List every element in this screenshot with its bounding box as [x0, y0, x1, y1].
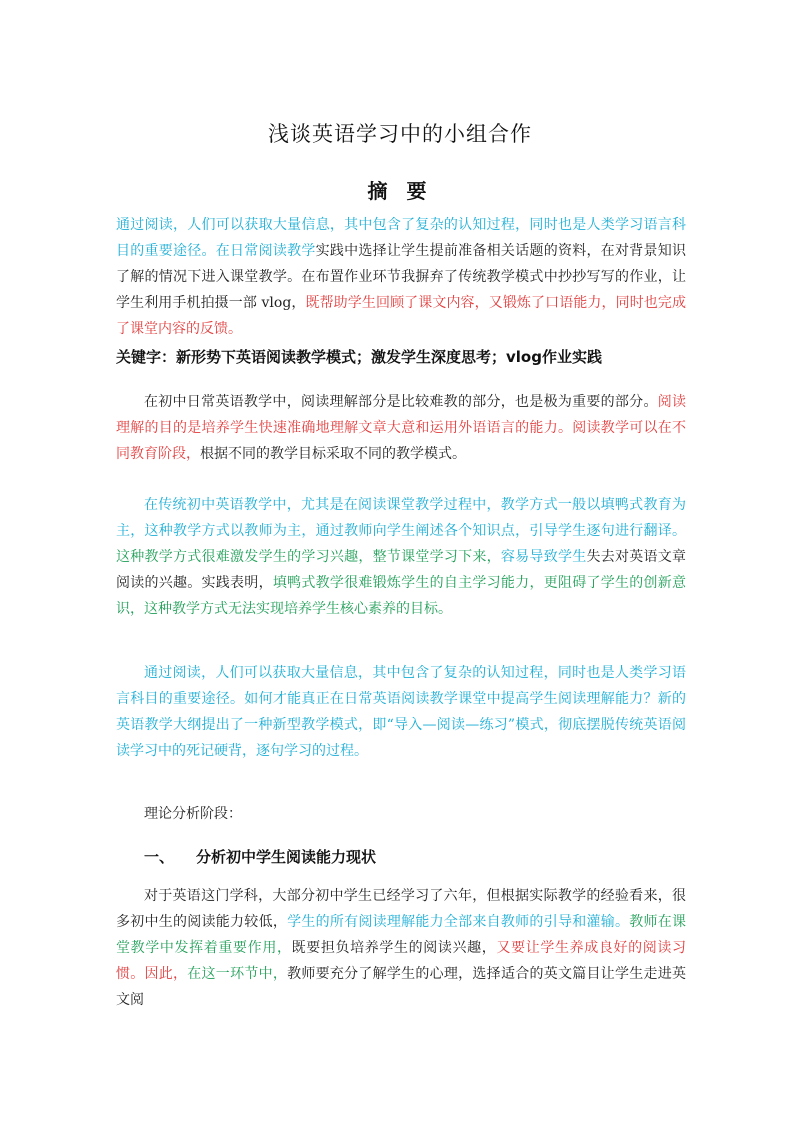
text-run: 又要让学生养成良好的阅读习惯。因此，	[116, 940, 687, 982]
section-heading-1	[144, 846, 376, 867]
text-run: 实践中选择让学生提前准备相关话题的资料，在对背景知识了解的情况下进入课堂教学。在布置作业环节我摒弃了传统教学模式中抄抄写写的作业，让学生利用手机拍摄一部 vlog，	[116, 243, 687, 311]
paragraph-5	[116, 883, 686, 1013]
text-run: 填鸭式教学很难锻炼学生的自主学习能力，更阻碍了学生的创新意识，这种教学方式无法实现培养学生核心素养的目标。	[116, 575, 687, 617]
text-run: 教师要充分了解学生的心理，选择适合的英文篇目让学生走进英文阅	[116, 966, 687, 1008]
text-run: 既要担负培养学生的阅读兴趣，	[291, 940, 497, 956]
section-title: 分析初中学生阅读能力现状	[196, 848, 377, 866]
text-run: 教师在课堂教学中发挥着重要作用，	[116, 914, 687, 956]
paragraph-3	[116, 660, 686, 764]
text-run: 既帮助学生回顾了课文内容，又锻炼了口语能力，同时也完成了课堂内容的反馈。	[116, 295, 686, 337]
text-run: 对于英语这门学科，大部分初中学生已经学习了六年，但根据实际教学的经验看来，很多初中生的阅读能力较低，	[116, 888, 686, 930]
text-run: 学生的所有阅读理解能力全部来自教师的引导和灌输。	[287, 914, 630, 930]
paragraph-4: 理论分析阶段：	[144, 806, 242, 822]
paragraph-1	[116, 389, 686, 467]
abstract-paragraph	[116, 212, 686, 342]
text-run: 在这一环节中，	[187, 966, 288, 982]
paragraph-2	[116, 492, 686, 622]
text-run: 根据不同的教学目标采取不同的教学模式。	[200, 446, 466, 462]
text-run: 容易导致学生	[500, 549, 587, 565]
abstract-heading: 摘 要	[367, 179, 433, 203]
keywords-line: 关键字：新形势下英语阅读教学模式；激发学生深度思考；vlog作业实践	[116, 348, 602, 366]
text-run: 通过阅读，人们可以获取大量信息，其中包含了复杂的认知过程，同时也是人类学习语言科目的重要途径。如何才能真正在日常英语阅读教学课堂中提高学生阅读理解能力？新的英语教学大纲提出了一种新型教学模式，即“导入—阅读—练习”模式，彻底摆脱传统英语阅读学习中的死记硬背，逐句学习的过程。	[116, 665, 686, 759]
document-title: 浅谈英语学习中的小组合作	[268, 122, 532, 146]
text-run: 失去对英语文章阅读的兴趣。实践表明，	[116, 549, 687, 591]
text-run: 通过阅读，人们可以获取大量信息，其中包含了复杂的认知过程，同时也是人类学习语言科目的重要途径。在日常阅读教学	[116, 217, 686, 259]
text-run: 在初中日常英语教学中，阅读理解部分是比较难教的部分，也是极为重要的部分。	[144, 394, 658, 410]
text-run: 这种教学方式很难激发学生的学习兴趣，整节课堂学习下来，	[116, 549, 501, 565]
text-run: 在传统初中英语教学中，尤其是在阅读课堂教学过程中，教学方式一般以填鸭式教育为主，这种教学方式以教师为主，通过教师向学生阐述各个知识点，引导学生逐句进行翻译。	[116, 497, 686, 539]
section-number: 一、	[144, 848, 175, 866]
text-run: 阅读理解的目的是培养学生快速准确地理解文章大意和运用外语语言的能力。阅读教学可以在不同教育阶段，	[116, 394, 687, 462]
